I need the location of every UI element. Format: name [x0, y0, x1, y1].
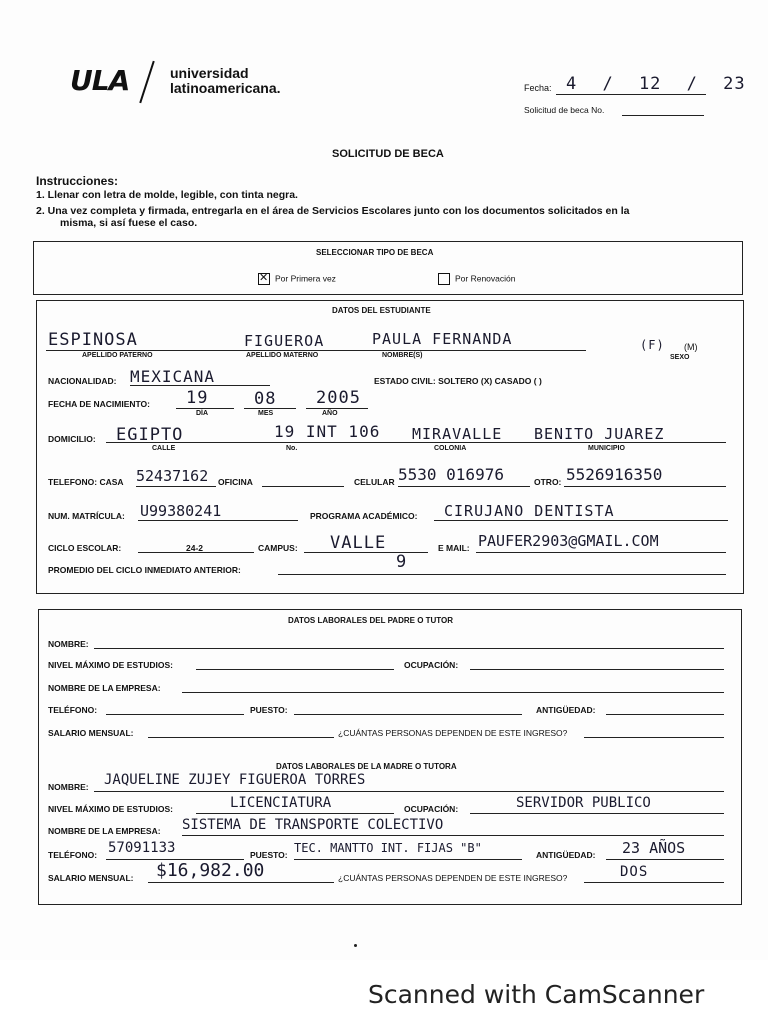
telefono-casa-line	[136, 486, 216, 487]
logo-divider	[139, 61, 154, 103]
madre-nombre-line	[94, 791, 724, 792]
padre-puesto-line	[294, 714, 522, 715]
celular-line	[398, 486, 530, 487]
nacionalidad-label: NACIONALIDAD:	[48, 376, 117, 386]
nacionalidad-value: MEXICANA	[130, 367, 216, 386]
otro-line	[564, 486, 726, 487]
fecha-value: 4 / 12 / 23	[566, 74, 746, 94]
madre-empresa-line	[182, 835, 724, 836]
programa-line	[434, 520, 728, 521]
fecha-nacimiento-label: FECHA DE NACIMIENTO:	[48, 399, 150, 409]
padre-antiguedad-label: ANTIGÜEDAD:	[536, 705, 596, 715]
fecha-line	[556, 94, 706, 95]
promedio-label: PROMEDIO DEL CICLO INMEDIATO ANTERIOR:	[48, 565, 241, 575]
estado-civil-label: ESTADO CIVIL: SOLTERO (X) CASADO ( )	[374, 376, 542, 386]
padre-antiguedad-line	[606, 714, 724, 715]
padre-nombre-label: NOMBRE:	[48, 639, 89, 649]
anio-line	[306, 408, 368, 409]
sexo-label: SEXO	[670, 354, 690, 361]
beca-type-title: SELECCIONAR TIPO DE BECA	[316, 248, 434, 257]
madre-nombre-value: JAQUELINE ZUJEY FIGUEROA TORRES	[104, 772, 366, 788]
madre-salario-value: $16,982.00	[156, 860, 265, 881]
padre-salario-label: SALARIO MENSUAL:	[48, 728, 134, 738]
numero-value: 19 INT 106	[274, 422, 381, 441]
domicilio-label: DOMICILIO:	[48, 434, 96, 444]
padre-telefono-line	[106, 714, 244, 715]
padre-nivel-line	[196, 669, 394, 670]
checkbox-renovacion-icon[interactable]	[438, 273, 450, 285]
ula-logo-mark: ULA	[70, 64, 130, 97]
dia-value: 19	[186, 388, 209, 408]
dia-label: DÍA	[196, 410, 209, 417]
university-name-line1: universidad	[170, 65, 249, 81]
oficina-line	[262, 486, 344, 487]
no-label: No.	[286, 445, 298, 452]
padre-salario-line	[148, 737, 334, 738]
telefono-casa-value: 52437162	[136, 467, 209, 485]
madre-section-title: DATOS LABORALES DE LA MADRE O TUTORA	[276, 762, 457, 771]
promedio-value: 9	[396, 552, 408, 572]
anio-label: AÑO	[322, 410, 338, 417]
padre-ocupacion-line	[470, 669, 724, 670]
padre-puesto-label: PUESTO:	[250, 705, 288, 715]
mes-label: MES	[258, 410, 274, 417]
madre-nivel-value: LICENCIATURA	[230, 795, 332, 811]
oficina-label: OFICINA	[218, 477, 253, 487]
fecha-label: Fecha:	[524, 83, 552, 93]
anio-value: 2005	[316, 388, 361, 408]
instruction-item: 1. Llenar con letra de molde, legible, con tinta negra.	[36, 189, 298, 201]
madre-puesto-value: TEC. MANTTO INT. FIJAS "B"	[294, 841, 482, 855]
colonia-label: COLONIA	[434, 445, 467, 452]
student-section-title: DATOS DEL ESTUDIANTE	[332, 306, 431, 315]
apellido-paterno-value: ESPINOSA	[48, 330, 138, 350]
madre-ocupacion-line	[470, 813, 724, 814]
madre-dependen-line	[584, 882, 724, 883]
otro-label: OTRO:	[534, 477, 562, 487]
sexo-f-option[interactable]: (F)	[640, 338, 665, 352]
madre-puesto-label: PUESTO:	[250, 850, 288, 860]
ciclo-label: CICLO ESCOLAR:	[48, 543, 122, 553]
university-name-line2: latinoamericana.	[170, 80, 281, 96]
email-label: E MAIL:	[438, 543, 470, 553]
madre-antiguedad-label: ANTIGÜEDAD:	[536, 850, 596, 860]
madre-empresa-value: SISTEMA DE TRANSPORTE COLECTIVO	[182, 817, 444, 833]
instruction-item: 2. Una vez completa y firmada, entregarla en el área de Servicios Escolares junto con los documentos solicitados en la	[36, 205, 630, 217]
madre-salario-line	[148, 882, 334, 883]
madre-nivel-line	[196, 813, 394, 814]
instructions-title: Instrucciones:	[36, 174, 119, 188]
promedio-line	[278, 574, 726, 575]
camscanner-watermark: Scanned with CamScanner	[368, 980, 705, 1009]
email-line	[476, 552, 726, 553]
instruction-item: misma, si así fuese el caso.	[60, 217, 198, 229]
calle-value: EGIPTO	[116, 425, 184, 445]
form-title: SOLICITUD DE BECA	[332, 148, 444, 160]
campus-value: VALLE	[330, 533, 387, 553]
madre-telefono-value: 57091133	[108, 840, 176, 856]
dia-line	[176, 408, 234, 409]
solicitud-no-line	[622, 115, 704, 116]
madre-empresa-label: NOMBRE DE LA EMPRESA:	[48, 826, 161, 836]
padre-section-title: DATOS LABORALES DEL PADRE O TUTOR	[288, 616, 454, 625]
sexo-m-option[interactable]: (M)	[684, 342, 698, 352]
programa-value: CIRUJANO DENTISTA	[444, 502, 615, 520]
madre-nivel-label: NIVEL MÁXIMO DE ESTUDIOS:	[48, 804, 173, 814]
madre-salario-label: SALARIO MENSUAL:	[48, 873, 134, 883]
madre-nombre-label: NOMBRE:	[48, 782, 89, 792]
option-primera-vez-label: Por Primera vez	[275, 273, 336, 284]
email-value: PAUFER2903@GMAIL.COM	[478, 532, 659, 550]
madre-dependen-value: DOS	[620, 864, 649, 880]
telefono-casa-label: TELEFONO: CASA	[48, 477, 124, 487]
madre-puesto-line	[294, 859, 522, 860]
madre-telefono-label: TELÉFONO:	[48, 850, 98, 860]
apellido-paterno-label: APELLIDO PATERNO	[82, 352, 153, 359]
apellido-materno-value: FIGUEROA	[244, 332, 325, 350]
scan-speck	[354, 944, 357, 947]
university-name	[170, 66, 281, 96]
ciclo-value: 24-2	[186, 543, 204, 553]
otro-value: 5526916350	[566, 465, 663, 484]
madre-dependen-label: ¿CUÁNTAS PERSONAS DEPENDEN DE ESTE INGRESO?	[338, 873, 568, 883]
padre-nivel-label: NIVEL MÁXIMO DE ESTUDIOS:	[48, 660, 173, 670]
parents-section	[38, 609, 742, 905]
names-line	[46, 350, 586, 351]
nombres-label: NOMBRE(S)	[382, 352, 423, 359]
celular-value: 5530 016976	[398, 465, 504, 484]
calle-label: CALLE	[152, 445, 176, 452]
solicitud-no-label: Solicitud de beca No.	[524, 105, 605, 115]
padre-empresa-label: NOMBRE DE LA EMPRESA:	[48, 683, 161, 693]
padre-ocupacion-label: OCUPACIÓN:	[404, 660, 459, 670]
campus-label: CAMPUS:	[258, 543, 298, 553]
checkbox-primera-vez-icon[interactable]	[258, 273, 270, 285]
madre-antiguedad-line	[606, 859, 724, 860]
municipio-value: BENITO JUAREZ	[534, 425, 665, 443]
madre-ocupacion-label: OCUPACIÓN:	[404, 804, 459, 814]
padre-nombre-line	[94, 648, 724, 649]
padre-dependen-label: ¿CUÁNTAS PERSONAS DEPENDEN DE ESTE INGRESO?	[338, 728, 568, 738]
municipio-label: MUNICIPIO	[588, 445, 625, 452]
nombres-value: PAULA FERNANDA	[372, 330, 513, 348]
madre-antiguedad-value: 23 AÑOS	[622, 839, 686, 857]
colonia-value: MIRAVALLE	[412, 425, 503, 443]
padre-telefono-label: TELÉFONO:	[48, 705, 98, 715]
apellido-materno-label: APELLIDO MATERNO	[246, 352, 319, 359]
mes-value: 08	[254, 389, 277, 409]
matricula-value: U99380241	[140, 502, 222, 520]
matricula-line	[138, 520, 298, 521]
padre-empresa-line	[182, 692, 724, 693]
option-renovacion-label: Por Renovación	[455, 273, 516, 284]
option-renovacion[interactable]	[438, 273, 515, 285]
madre-ocupacion-value: SERVIDOR PUBLICO	[516, 795, 651, 811]
programa-label: PROGRAMA ACADÉMICO:	[310, 511, 418, 521]
padre-dependen-line	[584, 737, 724, 738]
option-primera-vez[interactable]	[258, 273, 336, 285]
matricula-label: NUM. MATRÍCULA:	[48, 511, 125, 521]
celular-label: CELULAR	[354, 477, 395, 487]
